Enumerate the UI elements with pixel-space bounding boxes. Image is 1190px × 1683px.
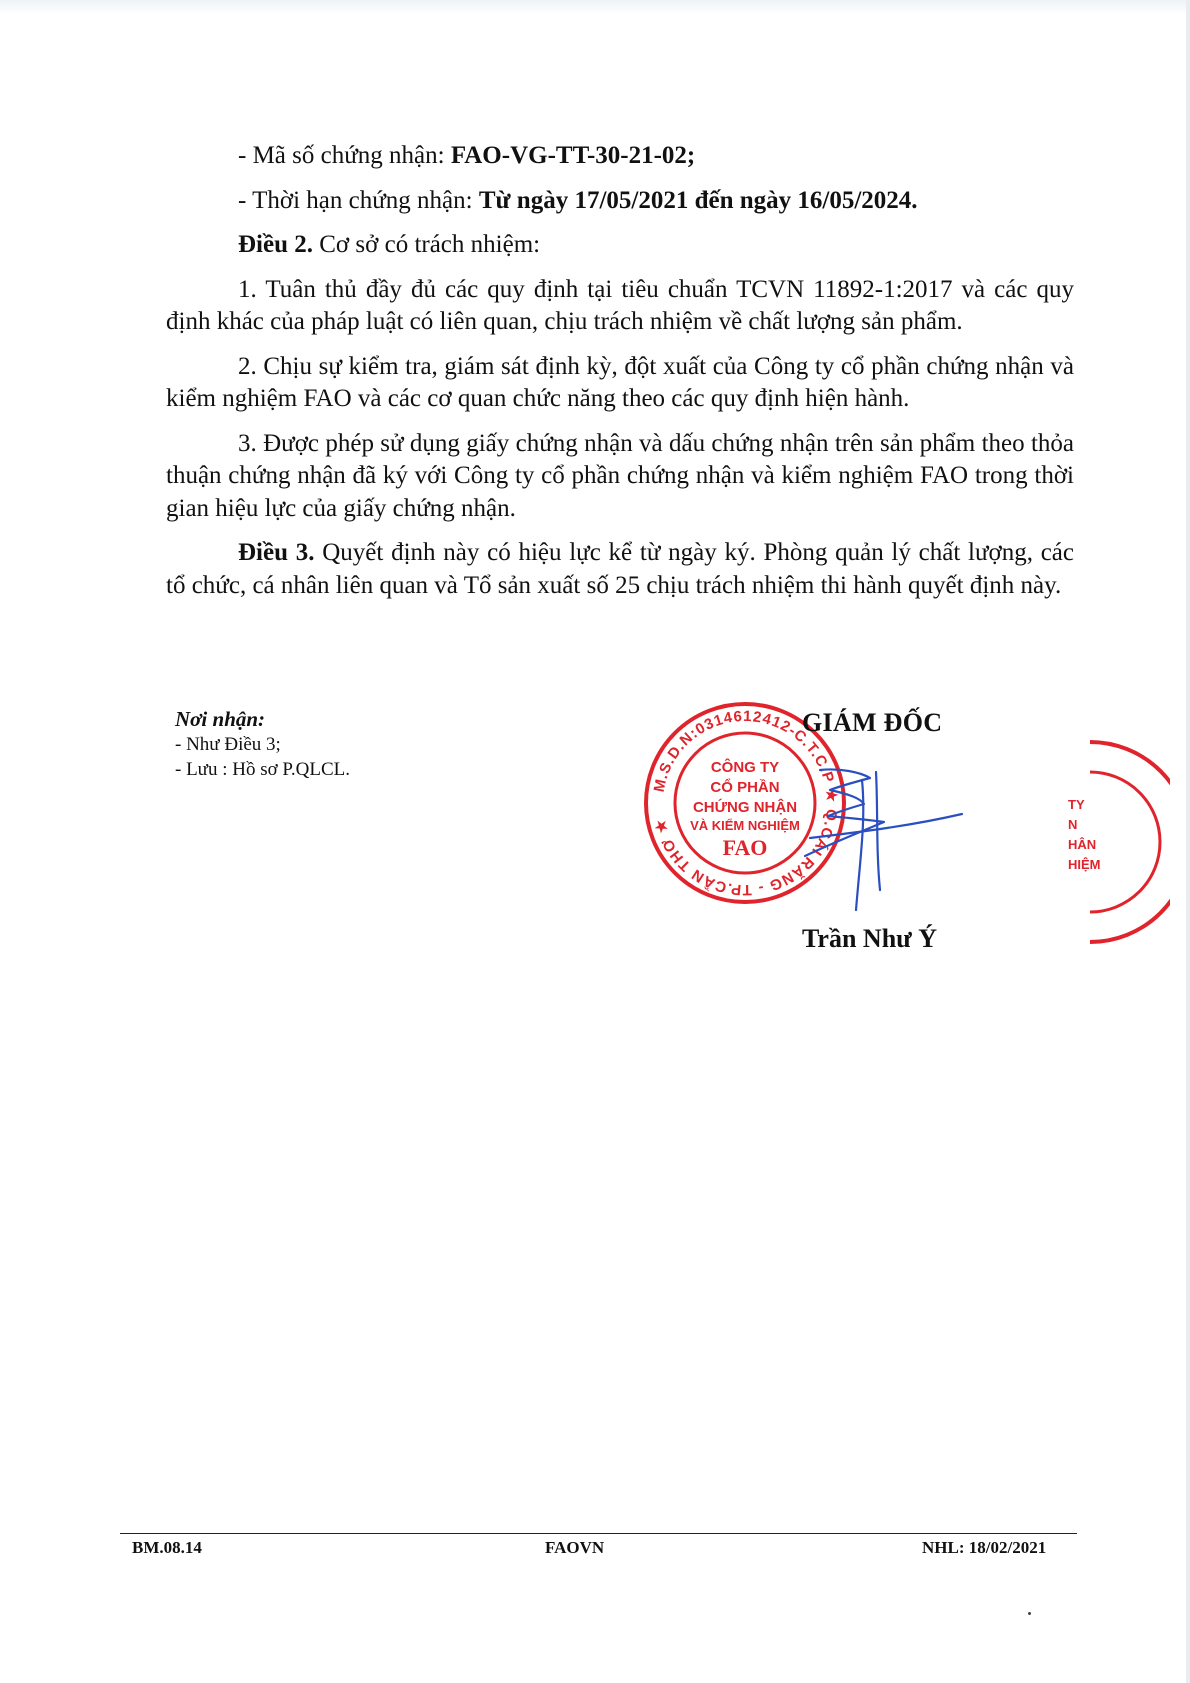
svg-text:HÂN: HÂN <box>1068 837 1097 852</box>
svg-text:FAO: FAO <box>722 835 768 860</box>
recipients-title: Nơi nhận: <box>175 707 266 731</box>
svg-text:TY: TY <box>1068 797 1085 812</box>
scan-edge-top <box>0 0 1190 14</box>
article-2-item-3: 3. Được phép sử dụng giấy chứng nhận và dấu chứng nhận trên sản phẩm theo thỏa thuận chứng nhận đã ký với Công ty cổ phần chứng nhận và kiểm nghiệm FAO trong thời gian hiệu lực của giấy chứng nhận. <box>166 429 1074 522</box>
handwritten-signature <box>800 760 970 920</box>
validity-line: - Thời hạn chứng nhận: Từ ngày 17/05/2021 đến ngày 16/05/2024. <box>238 186 918 214</box>
signer-name: Trần Như Ý <box>802 924 938 953</box>
svg-text:N: N <box>1068 817 1078 832</box>
recipient-item: - Lưu : Hồ sơ P.QLCL. <box>175 759 350 780</box>
article-2: Điều 2. Cơ sở có trách nhiệm: <box>238 231 541 258</box>
scan-speck <box>1028 1612 1031 1615</box>
svg-text:CHỨNG NHẬN: CHỨNG NHẬN <box>692 799 798 816</box>
recipients-block <box>175 707 350 782</box>
article-3-heading: Điều 3. <box>238 539 315 566</box>
cert-code-line: - Mã số chứng nhận: FAO-VG-TT-30-21-02; <box>238 142 696 169</box>
footer-org: FAOVN <box>545 1538 605 1557</box>
validity-value: Từ ngày 17/05/2021 đến ngày 16/05/2024. <box>478 186 918 214</box>
article-2-item-1: 1. Tuân thủ đầy đủ các quy định tại tiêu chuẩn TCVN 11892-1:2017 và các quy định khác của pháp luật có liên quan, chịu trách nhiệm về chất lượng sản phẩm. <box>166 275 1074 335</box>
article-3: Điều 3. Quyết định này có hiệu lực kể từ ngày ký. Phòng quản lý chất lượng, các tổ chức, cá nhân liên quan và Tổ sản xuất số 25 chịu trách nhiệm thi hành quyết định này. <box>166 539 1074 599</box>
svg-text:VÀ KIỂM NGHIỆM: VÀ KIỂM NGHIỆM <box>690 818 800 833</box>
footer-effective-date: NHL: 18/02/2021 <box>922 1538 1047 1557</box>
article-2-item-2: 2. Chịu sự kiểm tra, giám sát định kỳ, đột xuất của Công ty cổ phần chứng nhận và kiểm nghiệm FAO và các cơ quan chức năng theo các quy định hiện hành. <box>166 352 1074 412</box>
footer-form-code: BM.08.14 <box>132 1538 202 1557</box>
scan-edge-right <box>1186 0 1190 1683</box>
signature-title: GIÁM ĐỐC <box>802 708 943 737</box>
document-body <box>166 140 1074 602</box>
article-2-heading: Điều 2. <box>238 231 313 258</box>
svg-text:CÔNG TY: CÔNG TY <box>710 759 780 776</box>
partial-seal <box>1060 737 1170 947</box>
svg-text:M.S.D.N:0314612412-C.T.C.P ★ Q: M.S.D.N:0314612412-C.T.C.P ★ Q.CÁI RĂNG - TP.CẦN THƠ ★ <box>650 707 841 899</box>
svg-text:HIỆM: HIỆM <box>1068 857 1101 872</box>
footer-divider <box>120 1533 1077 1534</box>
cert-code-value: FAO-VG-TT-30-21-02; <box>450 142 696 169</box>
recipient-item: - Như Điều 3; <box>175 734 281 755</box>
svg-text:CỔ PHẦN: CỔ PHẦN <box>710 779 780 796</box>
